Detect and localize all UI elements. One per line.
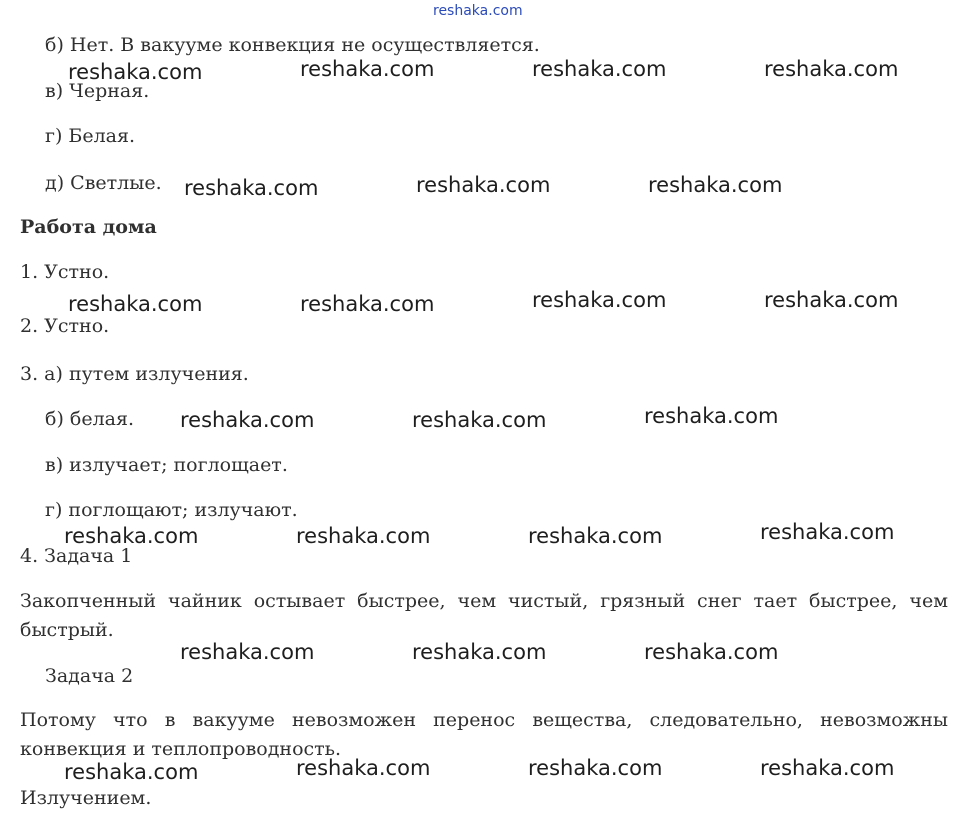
watermark: reshaka.com: [300, 57, 435, 81]
question-3g: г) поглощают; излучают.: [45, 499, 298, 521]
question-2: 2. Устно.: [20, 315, 110, 337]
answer-line-b: б) Нет. В вакууме конвекция не осуществляется.: [45, 34, 540, 56]
watermark: reshaka.com: [760, 520, 895, 544]
watermark: reshaka.com: [764, 288, 899, 312]
watermark: reshaka.com: [180, 408, 315, 432]
site-link[interactable]: reshaka.com: [433, 3, 523, 19]
watermark: reshaka.com: [68, 60, 203, 84]
watermark: reshaka.com: [296, 756, 431, 780]
watermark: reshaka.com: [68, 292, 203, 316]
answer-last: Излучением.: [20, 787, 152, 809]
watermark: reshaka.com: [760, 756, 895, 780]
question-3b: б) белая.: [45, 408, 134, 430]
task1-text: Закопченный чайник остывает быстрее, чем чистый, грязный снег тает быстрее, чем быстрый.: [20, 590, 948, 641]
watermark: reshaka.com: [180, 640, 315, 664]
watermark: reshaka.com: [528, 756, 663, 780]
question-1: 1. Устно.: [20, 261, 110, 283]
watermark: reshaka.com: [64, 760, 199, 784]
watermark: reshaka.com: [528, 524, 663, 548]
task2-title: Задача 2: [45, 665, 134, 687]
watermark: reshaka.com: [412, 640, 547, 664]
answer-line-d: д) Светлые.: [45, 172, 162, 194]
watermark: reshaka.com: [648, 173, 783, 197]
question-4: 4. Задача 1: [20, 545, 133, 567]
answer-line-v: в) Черная.: [45, 80, 150, 102]
watermark: reshaka.com: [644, 640, 779, 664]
watermark: reshaka.com: [184, 176, 319, 200]
watermark: reshaka.com: [296, 524, 431, 548]
watermark: reshaka.com: [416, 173, 551, 197]
watermark: reshaka.com: [764, 57, 899, 81]
watermark: reshaka.com: [644, 404, 779, 428]
watermark: reshaka.com: [300, 292, 435, 316]
watermark: reshaka.com: [412, 408, 547, 432]
watermark: reshaka.com: [532, 288, 667, 312]
watermark: reshaka.com: [64, 524, 199, 548]
section-title: Работа дома: [20, 216, 157, 238]
answer-line-g: г) Белая.: [45, 125, 136, 147]
task2-text: Потому что в вакууме невозможен перенос вещества, следовательно, невозможны конвекция и теплопроводность.: [20, 709, 948, 760]
watermark: reshaka.com: [532, 57, 667, 81]
question-3v: в) излучает; поглощает.: [45, 454, 288, 476]
question-3a: 3. а) путем излучения.: [20, 363, 249, 385]
